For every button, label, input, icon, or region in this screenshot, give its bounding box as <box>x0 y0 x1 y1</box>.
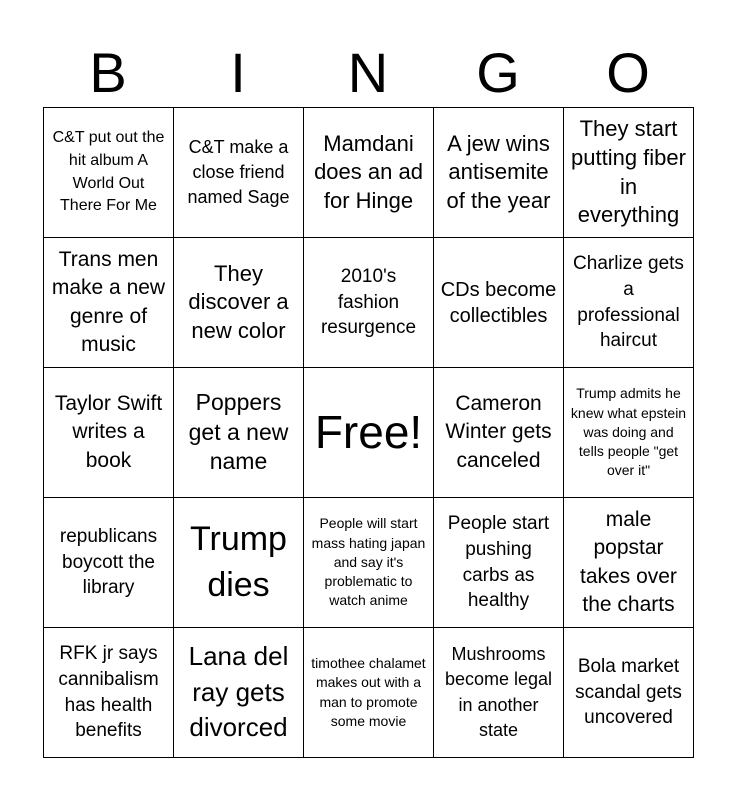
cell-text: They start putting fiber in everything <box>571 116 686 228</box>
bingo-cell[interactable] <box>434 108 564 238</box>
cell-text: Cameron Winter gets canceled <box>445 391 552 472</box>
bingo-cell[interactable] <box>304 238 434 368</box>
board-row <box>44 238 694 368</box>
board-row <box>44 368 694 498</box>
bingo-cell[interactable] <box>434 368 564 498</box>
cell-text: They discover a new color <box>188 260 289 343</box>
cell-text: Trans men make a new genre of music <box>51 247 166 356</box>
header-letter-g: G <box>476 41 520 104</box>
bingo-cell[interactable] <box>564 368 694 498</box>
cell-text: male popstar takes over the charts <box>580 507 677 616</box>
board-row <box>44 628 694 758</box>
cell-text: Poppers get a new name <box>188 388 289 475</box>
bingo-cell[interactable] <box>564 238 694 368</box>
cell-text: C&T make a close friend named Sage <box>187 136 290 208</box>
header-letter-b: B <box>89 41 127 104</box>
bingo-cell[interactable] <box>434 238 564 368</box>
cell-text: Trump admits he knew what epstein was doing and tells people "get over it" <box>570 385 687 479</box>
board-row <box>44 108 694 238</box>
board-row <box>44 498 694 628</box>
cell-text: 2010's fashion resurgence <box>320 265 417 339</box>
bingo-cell[interactable] <box>44 108 174 238</box>
bingo-cell[interactable] <box>564 498 694 628</box>
free-space-label: Free! <box>314 405 423 458</box>
bingo-cell[interactable] <box>174 108 304 238</box>
cell-text: timothee chalamet makes out with a man to promote some movie <box>311 654 426 729</box>
cell-text: republicans boycott the library <box>59 525 158 599</box>
cell-text: Taylor Swift writes a book <box>54 391 163 472</box>
cell-text: Trump dies <box>190 519 287 604</box>
bingo-cell[interactable] <box>174 368 304 498</box>
cell-text: CDs become collectibles <box>440 278 557 327</box>
cell-text: People will start mass hating japan and say it's problematic to watch anime <box>311 515 426 609</box>
cell-text: C&T put out the hit album A World Out There For Me <box>52 129 165 215</box>
bingo-cell[interactable] <box>44 238 174 368</box>
bingo-board <box>43 107 694 758</box>
cell-text: Bola market scandal gets uncovered <box>575 655 682 729</box>
cell-text: People start pushing carbs as healthy <box>447 512 550 612</box>
cell-text: Mamdani does an ad for Hinge <box>314 130 423 213</box>
bingo-cell[interactable] <box>174 498 304 628</box>
cell-text: RFK jr says cannibalism has health benefits <box>58 642 159 742</box>
bingo-cell[interactable] <box>304 498 434 628</box>
header-letter-n: N <box>347 41 389 104</box>
header-letter-o: O <box>606 41 650 104</box>
cell-text: Lana del ray gets divorced <box>188 640 289 743</box>
bingo-cell[interactable] <box>174 238 304 368</box>
cell-text: Charlize gets a professional haircut <box>573 252 684 352</box>
bingo-cell[interactable] <box>304 108 434 238</box>
bingo-cell[interactable] <box>44 628 174 758</box>
bingo-cell[interactable] <box>174 628 304 758</box>
free-space-cell[interactable] <box>304 368 434 498</box>
bingo-cell[interactable] <box>44 498 174 628</box>
cell-text: Mushrooms become legal in another state <box>444 644 553 740</box>
bingo-cell[interactable] <box>304 628 434 758</box>
header-letter-i: I <box>230 41 246 104</box>
bingo-cell[interactable] <box>434 498 564 628</box>
bingo-cell[interactable] <box>564 108 694 238</box>
bingo-header <box>43 40 693 106</box>
bingo-cell[interactable] <box>434 628 564 758</box>
bingo-cell[interactable] <box>564 628 694 758</box>
cell-text: A jew wins antisemite of the year <box>446 130 551 213</box>
bingo-cell[interactable] <box>44 368 174 498</box>
